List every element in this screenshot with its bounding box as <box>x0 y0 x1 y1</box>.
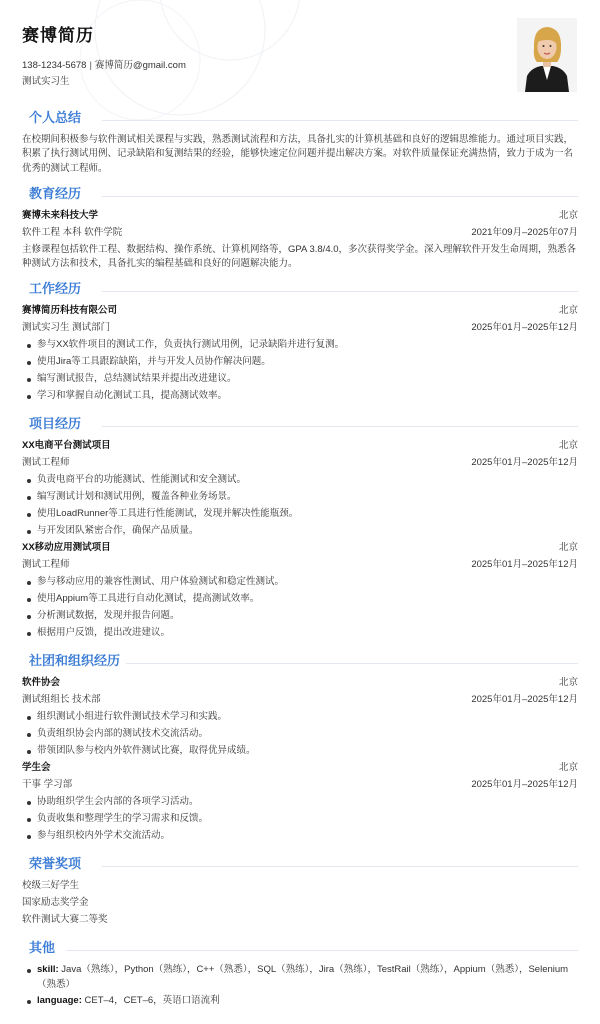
work-section <box>22 279 578 406</box>
list-item: 分析测试数据，发现并报告问题。 <box>25 609 578 626</box>
list-item: 参与移动应用的兼容性测试、用户体验测试和稳定性测试。 <box>25 575 578 592</box>
education-section <box>22 184 578 272</box>
entry-header-row <box>22 541 578 558</box>
list-item: 使用Appium等工具进行自动化测试，提高测试效率。 <box>25 592 578 609</box>
entry-sub-row <box>22 321 578 338</box>
section-title: 教育经历 <box>29 185 82 201</box>
period: 2025年01月–2025年12月 <box>471 779 578 791</box>
language-item <box>25 994 578 1008</box>
section-title: 社团和组织经历 <box>29 653 121 669</box>
entry-sub-row <box>22 456 578 473</box>
project-role: 测试工程师 <box>22 457 70 469</box>
list-item: 根据用户反馈，提出改进建议。 <box>25 626 578 643</box>
entry-sub-row <box>22 693 578 710</box>
entry-header-row <box>22 761 578 778</box>
period: 2025年01月–2025年12月 <box>471 457 578 469</box>
email-address: 赛博简历@gmail.com <box>94 59 186 71</box>
location: 北京 <box>558 762 578 774</box>
location: 北京 <box>558 209 578 221</box>
other-section <box>22 938 578 1008</box>
period: 2025年01月–2025年12月 <box>471 694 578 706</box>
section-title: 工作经历 <box>29 281 82 297</box>
section-header <box>22 854 578 876</box>
list-item: 带领团队参与校内外软件测试比赛，取得优异成绩。 <box>25 744 578 761</box>
list-item: 参与XX软件项目的测试工作，负责执行测试用例，记录缺陷并进行复测。 <box>25 338 578 355</box>
position: 测试实习生 测试部门 <box>22 322 111 334</box>
section-divider <box>102 866 578 867</box>
entry-header-row <box>22 209 578 226</box>
list-item: 负责组织协会内部的测试技术交流活动。 <box>25 727 578 744</box>
list-item: 使用LoadRunner等工具进行性能测试，发现并解决性能瓶颈。 <box>25 507 578 524</box>
degree: 软件工程 本科 软件学院 <box>22 226 123 238</box>
section-divider <box>126 663 578 664</box>
skills-item <box>25 963 578 992</box>
list-item: 使用Jira等工具跟踪缺陷，并与开发人员协作解决问题。 <box>25 355 578 372</box>
project-name: XX电商平台测试项目 <box>22 440 111 452</box>
section-title: 其他 <box>29 940 56 956</box>
award-item: 软件测试大赛二等奖 <box>22 914 108 926</box>
education-description: 主修课程包括软件工程、数据结构、操作系统、计算机网络等，GPA 3.8/4.0，多次获得奖学金。深入理解软件开发生命周期，熟悉各种测试方法和技术，具备扎实的编程基础和良好的问题解决能力。 <box>22 243 577 269</box>
section-header <box>22 184 578 206</box>
club-name: 学生会 <box>22 762 51 774</box>
list-item: 与开发团队紧密合作，确保产品质量。 <box>25 524 578 541</box>
projects-section <box>22 414 578 643</box>
section-header <box>22 651 578 673</box>
summary-text: 在校期间积极参与软件测试相关课程与实践，熟悉测试流程和方法，具备扎实的计算机基础和良好的逻辑思维能力。通过项目实践，积累了执行测试用例、记录缺陷和复测结果的经验，能够快速定位问题并提出解决方案。对软件质量保证充满热情，致力于成为一名优秀的测试工程师。 <box>22 134 574 174</box>
bullet-list <box>25 473 578 541</box>
contact-line <box>22 59 502 73</box>
club-role: 测试组组长 技术部 <box>22 694 101 706</box>
section-divider <box>102 291 578 292</box>
bullet-list <box>25 710 578 761</box>
location: 北京 <box>558 440 578 452</box>
club-name: 软件协会 <box>22 677 61 689</box>
contact-separator: | <box>89 59 92 71</box>
profile-photo <box>517 18 577 92</box>
section-header <box>22 938 578 960</box>
entry-sub-row <box>22 778 578 795</box>
section-title: 个人总结 <box>29 110 82 125</box>
list-item: 组织测试小组进行软件测试技术学习和实践。 <box>25 710 578 727</box>
period: 2021年09月–2025年07月 <box>471 226 578 238</box>
phone-number: 138-1234-5678 <box>22 59 87 71</box>
section-title: 荣誉奖项 <box>29 856 82 872</box>
project-name: XX移动应用测试项目 <box>22 542 111 554</box>
resume-header <box>22 24 502 89</box>
section-header <box>22 108 578 130</box>
entry-header-row <box>22 439 578 456</box>
list-item: 学习和掌握自动化测试工具，提高测试效率。 <box>25 389 578 406</box>
target-role: 测试实习生 <box>22 76 70 88</box>
award-item: 国家励志奖学金 <box>22 897 89 909</box>
language-text: CET–4，CET–6，英语口语流利 <box>84 994 220 1006</box>
entry-header-row <box>22 676 578 693</box>
section-header <box>22 414 578 436</box>
skills-label: skill: <box>37 964 59 976</box>
awards-section <box>22 854 578 930</box>
entry-sub-row <box>22 558 578 575</box>
candidate-name: 赛博简历 <box>22 26 94 45</box>
section-divider <box>102 120 578 121</box>
period: 2025年01月–2025年12月 <box>471 322 578 334</box>
list-item: 编写测试计划和测试用例，覆盖各种业务场景。 <box>25 490 578 507</box>
project-role: 测试工程师 <box>22 559 70 571</box>
skills-text: Java（熟练），Python（熟练），C++（熟悉），SQL（熟练），Jira（熟练），TestRail（熟练），Appium（熟悉），Selenium（熟悉） <box>37 964 569 990</box>
entry-sub-row <box>22 226 578 243</box>
list-item: 负责收集和整理学生的学习需求和反馈。 <box>25 812 578 829</box>
period: 2025年01月–2025年12月 <box>471 559 578 571</box>
section-divider <box>102 196 578 197</box>
location: 北京 <box>558 305 578 317</box>
clubs-section <box>22 651 578 846</box>
list-item: 协助组织学生会内部的各项学习活动。 <box>25 795 578 812</box>
entry-header-row <box>22 304 578 321</box>
list-item: 编写测试报告，总结测试结果并提出改进建议。 <box>25 372 578 389</box>
location: 北京 <box>558 542 578 554</box>
location: 北京 <box>558 677 578 689</box>
school-name: 赛博未来科技大学 <box>22 209 99 221</box>
resume-body <box>22 108 578 1016</box>
club-role: 干事 学习部 <box>22 779 73 791</box>
company-name: 赛博简历科技有限公司 <box>22 305 118 317</box>
bullet-list <box>25 338 578 406</box>
section-divider <box>102 426 578 427</box>
bullet-list <box>25 575 578 643</box>
award-item: 校级三好学生 <box>22 880 80 892</box>
list-item: 参与组织校内外学术交流活动。 <box>25 829 578 846</box>
list-item: 负责电商平台的功能测试、性能测试和安全测试。 <box>25 473 578 490</box>
section-title: 项目经历 <box>29 416 82 432</box>
section-header <box>22 279 578 301</box>
bullet-list <box>25 963 578 1008</box>
bullet-list <box>25 795 578 846</box>
summary-section <box>22 108 578 176</box>
language-label: language: <box>37 994 82 1006</box>
section-divider <box>66 950 578 951</box>
